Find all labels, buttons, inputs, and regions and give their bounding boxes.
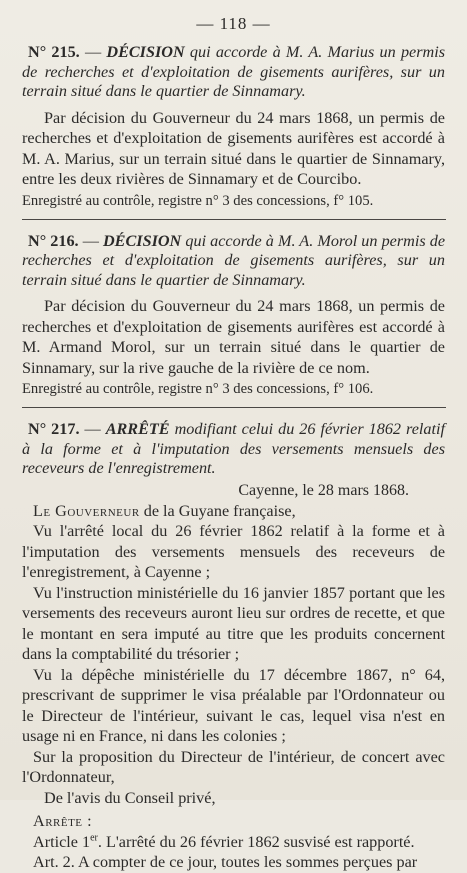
entry-body: Par décision du Gouverneur du 24 mars 1868, un permis de recherches et d'exploitation de gisements aurifères est accordé à M. Armand Morol, sur un terrain situé dans le quartier de Sinnamary, sur la rive gauche de la rivière de ce nom. xyxy=(22,297,445,377)
entry-heading: N° 217. — ARRÊTÉ modifiant celui du 26 février 1862 relatif à la forme et à l'imputation des versements mensuels des receveurs de l'enregistrement. xyxy=(22,420,445,477)
entry-kind: ARRÊTÉ xyxy=(105,420,170,438)
entry-subject: modifiant celui du 26 février 1862 relatif à la forme et à l'imputation des versements mensuels des receveurs de l'enregistrement. xyxy=(22,420,445,477)
entry-kind: DÉCISION xyxy=(106,43,185,61)
entry-subject: qui accorde à M. A. Marius un permis de recherches et d'exploitation de gisements aurifères, sur un terrain situé dans le quartier de Sinnamary. xyxy=(22,43,446,100)
article-prefix: Article 1 xyxy=(33,832,91,851)
entry-number: N° 216. xyxy=(28,231,79,250)
paragraph: Vu l'instruction ministérielle du 16 janvier 1857 portant que les versements des receveurs auront lieu sur ordres de recette, et que le montant en sera imputé au titre que les produits concernent dans la comptabilité du trésorier ; xyxy=(22,583,445,663)
entry-217 xyxy=(22,420,445,873)
entry-kind: DÉCISION xyxy=(102,231,182,250)
article-sup: er xyxy=(90,832,98,844)
authority-rest: de la Guyane française, xyxy=(143,501,296,520)
article-text: A compter de ce jour, toutes les sommes perçues par xyxy=(74,853,418,871)
decree-label: Arrête : xyxy=(33,812,93,830)
entry-date: Cayenne, le 28 mars 1868. xyxy=(238,481,409,499)
article-1 xyxy=(22,832,445,853)
paragraph: Vu la dépêche ministérielle du 17 décembre 1867, n° 64, prescrivant de supprimer le visa préalable par l'Ordonnateur ou le Directeur de l'intérieur, suivant le cas, lequel visa n'est en usage ni en France, ni dans les colonies ; xyxy=(22,665,445,745)
paragraph: De l'avis du Conseil privé, xyxy=(44,788,216,807)
entry-heading: N° 215. — DÉCISION qui accorde à M. A. Marius un permis de recherches et d'exploitation de gisements aurifères, sur un terrain situé dans le quartier de Sinnamary. xyxy=(22,43,446,100)
entry-215 xyxy=(22,43,445,210)
paragraph: Sur la proposition du Directeur de l'intérieur, de concert avec l'Ordonnateur, xyxy=(22,747,445,786)
entry-number: N° 215. xyxy=(28,43,80,61)
article-2 xyxy=(22,852,445,873)
entry-216 xyxy=(22,232,445,399)
article-prefix: Art. 2. xyxy=(33,853,75,871)
entry-registration: Enregistré au contrôle, registre n° 3 des concessions, f° 105. xyxy=(22,192,374,209)
section-divider xyxy=(22,219,446,220)
paragraph: Vu l'arrêté local du 26 février 1862 relatif à la forme et à l'imputation des versements mensuels des receveurs de l'enregistrement, à Cayenne ; xyxy=(22,522,445,581)
entry-registration: Enregistré au contrôle, registre n° 3 des concessions, f° 106. xyxy=(22,381,374,397)
authority-line xyxy=(22,501,445,522)
page-number: — 118 — xyxy=(196,14,271,33)
entry-heading: N° 216. — DÉCISION qui accorde à M. A. Morol un permis de recherches et d'exploitation de gisements aurifères, sur un terrain situé dans le quartier de Sinnamary. xyxy=(22,231,446,289)
entry-body: Par décision du Gouverneur du 24 mars 1868, un permis de recherches et d'exploitation de gisements aurifères est accordé à M. A. Marius, sur un terrain situé dans le quartier de Sinnamary, entre les deux rivières de Sinnamary et de Courcibo. xyxy=(22,108,445,188)
authority-label: Le Gouverneur xyxy=(33,501,140,520)
section-divider xyxy=(22,407,446,408)
entry-number: N° 217. xyxy=(28,420,80,438)
entry-subject: qui accorde à M. A. Morol un permis de recherches et d'exploitation de gisements aurifères, sur un terrain situé dans le quartier de Sinnamary. xyxy=(22,231,446,289)
article-text: . L'arrêté du 26 février 1862 susvisé est rapporté. xyxy=(97,832,415,851)
